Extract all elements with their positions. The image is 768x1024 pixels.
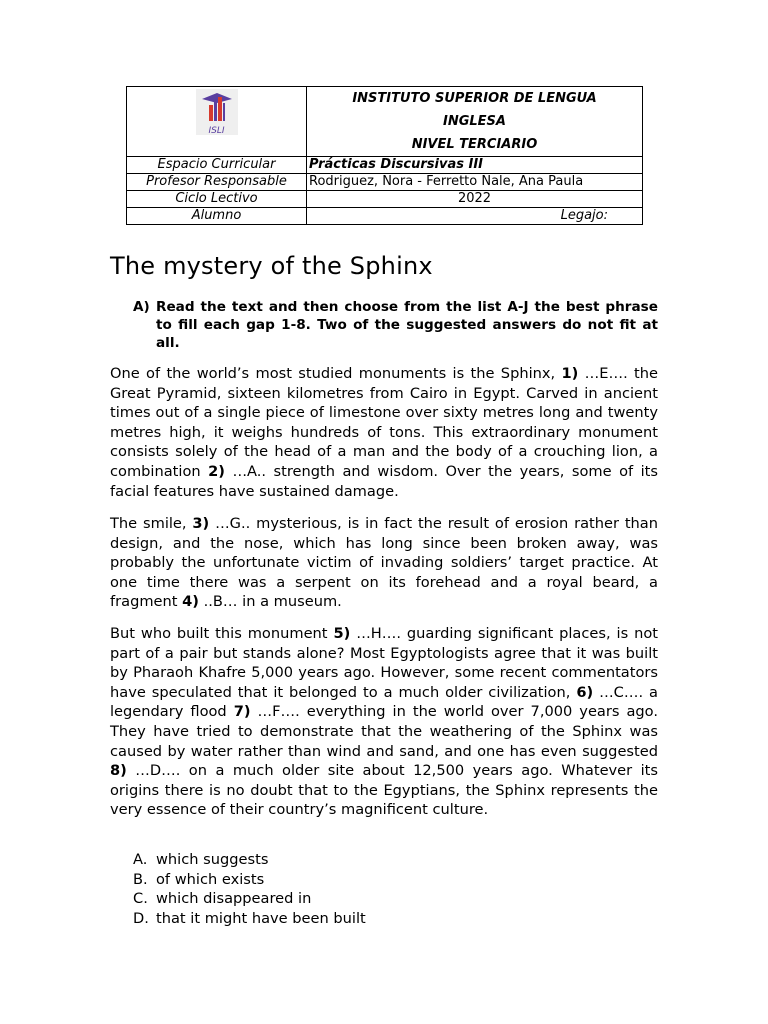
p3-text-1: But who built this monument [110,625,334,642]
p3-text-4: …F…. everything in the world over 7,000 years ago. They have tried to demonstrate that the weathering of the Sphinx was caused by water rather than wind and sand, and one has even suggested [110,703,658,760]
isli-logo [196,89,238,135]
option-letter: B. [133,870,148,888]
option-letter: C. [133,890,148,908]
logo-cell [127,87,307,157]
header-table [126,86,643,225]
row-label-profesor: Profesor Responsable [127,174,307,191]
option-text: which suggests [156,851,269,868]
p1-text-2: …E…. the Great Pyramid, sixteen kilometres from Cairo in Egypt. Carved in ancient times out of a single piece of limestone over sixty metres long and twenty metres high, it weighs hundreds of tons. This extraordinary monument consists solely of the head of a man and the body of a crouching lion, a combination [110,365,658,480]
row-value-legajo: Legajo: [307,208,643,225]
gap-1-number: 1) [561,365,579,382]
list-item [133,850,366,870]
paragraph-1 [110,364,658,501]
options-list [133,850,366,928]
option-letter: D. [133,909,149,927]
instruction [133,298,658,352]
p3-text-2: …H…. guarding significant places, is not part of a pair but stands alone? Most Egyptologists agree that it was built by Pharaoh Khafre 5,000 years ago. However, some recent commentators have speculated that it belonged to a much older civilization, [110,625,659,701]
institution-name [307,87,643,157]
paragraph-2 [110,514,658,612]
p1-text-3: …A.. strength and wisdom. Over the years, some of its facial features have sustained damage. [110,462,658,500]
p2-text-3: ..B… in a museum. [198,593,342,611]
p2-text-2: …G.. mysterious, is in fact the result of erosion rather than design, and the nose, which has long since been broken away, was probably the unfortunate victim of invading soldiers’ target practice. At one time there was a serpent on its forehead and a royal beard, a fragment [110,515,658,611]
institution-line-1: INSTITUTO SUPERIOR DE LENGUA [352,91,597,106]
institution-line-2: INGLESA [443,114,506,129]
gap-3-number: 3) [192,515,210,532]
gap-7-number: 7) [233,703,251,721]
list-item [133,870,366,890]
row-value-profesor: Rodriguez, Nora - Ferretto Nale, Ana Paula [307,174,643,191]
instruction-text: Read the text and then choose from the list A-J the best phrase to fill each gap 1-8. Two of the suggested answers do not fit at all. [156,299,658,351]
option-text: that it might have been built [156,909,366,927]
row-value-curricular: Prácticas Discursivas III [307,157,643,174]
list-item [133,909,366,929]
row-value-ciclo: 2022 [307,191,643,208]
paragraph-3 [110,624,658,820]
row-label-curricular: Espacio Curricular [127,157,307,174]
gap-5-number: 5) [333,625,351,642]
p3-text-3: …C…. a legendary flood [110,683,658,721]
gap-8-number: 8) [110,762,127,780]
p1-text-1: One of the world’s most studied monuments is the Sphinx, [110,365,562,382]
p3-text-5: …D…. on a much older site about 12,500 years ago. Whatever its origins there is no doubt that to the Egyptians, the Sphinx represents the very essence of their country’s magnificent culture. [110,762,658,819]
gap-2-number: 2) [208,462,225,480]
list-item [133,889,366,909]
p2-text-1: The smile, [110,515,193,532]
page-title: The mystery of the Sphinx [110,252,433,280]
institution-line-3: NIVEL TERCIARIO [411,137,538,152]
option-text: which disappeared in [156,890,312,908]
row-label-ciclo: Ciclo Lectivo [127,191,307,208]
row-label-alumno: Alumno [127,208,307,225]
option-letter: A. [133,851,148,868]
gap-4-number: 4) [182,593,199,611]
option-text: of which exists [156,870,265,888]
gap-6-number: 6) [576,683,594,701]
logo-text: ISLI [208,126,225,136]
instruction-label: A) [133,299,150,315]
